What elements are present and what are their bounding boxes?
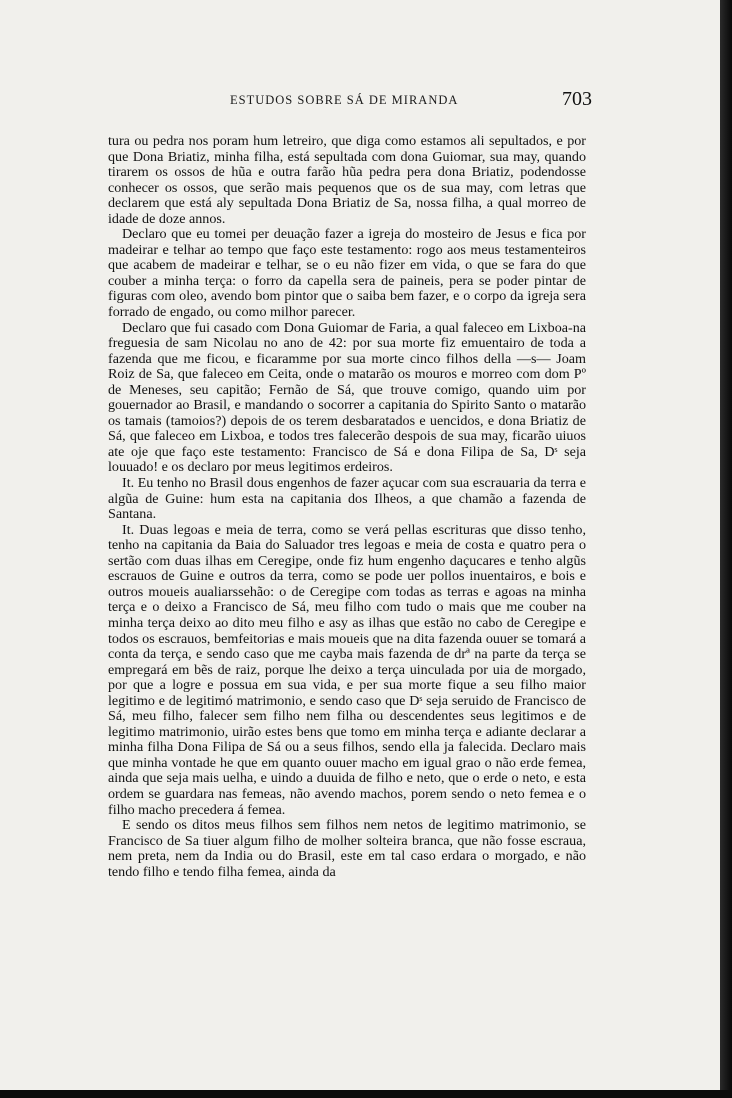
- page-number: 703: [562, 88, 592, 110]
- body-text: [108, 134, 586, 880]
- page-header: [108, 88, 594, 112]
- scan-edge-right: [720, 0, 732, 1098]
- paragraph: It. Duas legoas e meia de terra, como se verá pellas escrituras que disso tenho, tenho na capitania da Baia do Saluador tres legoas e meia de costa e quatro pera o sertão com duas ilhas em Ceregipe, onde fiz hum engenho daçucares e tenho algũs escrauos de Guine e outros da terra, como se pode uer pollos inuentairos, e bois e outros moueis aualiarssehão: o de Ceregipe com todas as terras e agoas na minha terça e o deixo a Francisco de Sá, meu filho com tudo o mais que me couber na minha terça deixo ao dito meu filho e asy as ilhas que estão no cabo de Ceregipe e todos os escrauos, bemfeitorias e mais moueis que na dita fazenda ouuer se tomará a conta da terça, e sendo caso que me cayba mais fazenda de drª na parte da terça se empregará em bẽs de raiz, porque lhe deixo a terça uinculada por uia de morgado, por que a logre e possua em sua vida, e per sua morte fique a seu filho maior legitimo e de legitimó matrimonio, e sendo caso que Dˢ seja seruido de Francisco de Sá, meu filho, falecer sem filho nem filha ou descendentes seus legitimos e de legitimo matrimonio, uirão estes bens que tomo em minha terça e adiante declarar a minha filha Dona Filipa de Sá ou a seus filhos, sendo ella ja falecida. Declaro mais que minha vontade he que em quanto ouuer macho em igual grao o não erde femea, ainda que seja mais uelha, e uindo a duuida de filho e neto, que o erde o neto, e esta ordem se guardara nas femeas, não avendo machos, porem sendo o neto femea e o filho macho precedera á femea.: [108, 521, 586, 818]
- paragraph: E sendo os ditos meus filhos sem filhos nem netos de legitimo matrimonio, se Francisco de Sa tiuer algum filho de molher solteira branca, que não fosse escraua, nem preta, nem da India ou do Brasil, este em tal caso erdara o morgado, e não tendo filho e tendo filha femea, ainda da: [108, 817, 586, 880]
- paragraph: tura ou pedra nos poram hum letreiro, que diga como estamos ali sepultados, e por que Dona Briatiz, minha filha, está sepultada com dona Guiomar, sua may, quando tirarem os ossos de hũa e outra farão hũa pedra pera dona Briatiz, podendosse conhecer os ossos, que serão mais pequenos que os de sua may, com letras que declarem que está aly sepultada Dona Briatiz de Sa, nossa filha, a qual morreo de idade de doze annos.: [108, 133, 586, 227]
- paragraph: Declaro que fui casado com Dona Guiomar de Faria, a qual faleceo em Lixboa-na freguesia de sam Nicolau no ano de 42: por sua morte fiz emuentairo de toda a fazenda que me ficou, e ficaramme por sua morte cinco filhos della —s— Joam Roiz de Sa, que faleceo em Ceita, onde o matarão os mouros e morreo com dom Pº de Meneses, seu capitão; Fernão de Sá, que trouve comigo, quando uim por gouernador ao Brasil, e mandando o socorrer a capitania do Spirito Santo o matarão os tamais (tamoios?) depois de os terem desbaratados e uencidos, e dona Briatiz de Sá, que faleceo em Lixboa, e todos tres falecerão despois de sua may, ficarão uiuos ate oje que faço este testamento: Francisco de Sá e dona Filipa de Sa, Dˢ seja louuado! e os declaro por meus legitimos erdeiros.: [108, 319, 586, 476]
- paragraph: It. Eu tenho no Brasil dous engenhos de fazer açucar com sua escrauaria da terra e algũa de Guine: hum esta na capitania dos Ilheos, a que chamão a fazenda de Santana.: [108, 475, 586, 523]
- paragraph: Declaro que eu tomei per deuação fazer a igreja do mosteiro de Jesus e fica por madeirar e telhar ao tempo que faço este testamento: rogo aos meus testamenteiros que acabem de madeirar e telhar, se o eu não fizer em vida, o que se fara do que couber a minha terça: o forro da capella sera de paineis, pera se poder pintar de figuras com oleo, avendo bom pintor que o saiba bem fazer, e o corpo da igreja sera forrado de engado, ou como milhor parecer.: [108, 226, 586, 321]
- scan-edge-bottom: [0, 1090, 732, 1098]
- running-title: ESTUDOS SOBRE SÁ DE MIRANDA: [230, 93, 459, 107]
